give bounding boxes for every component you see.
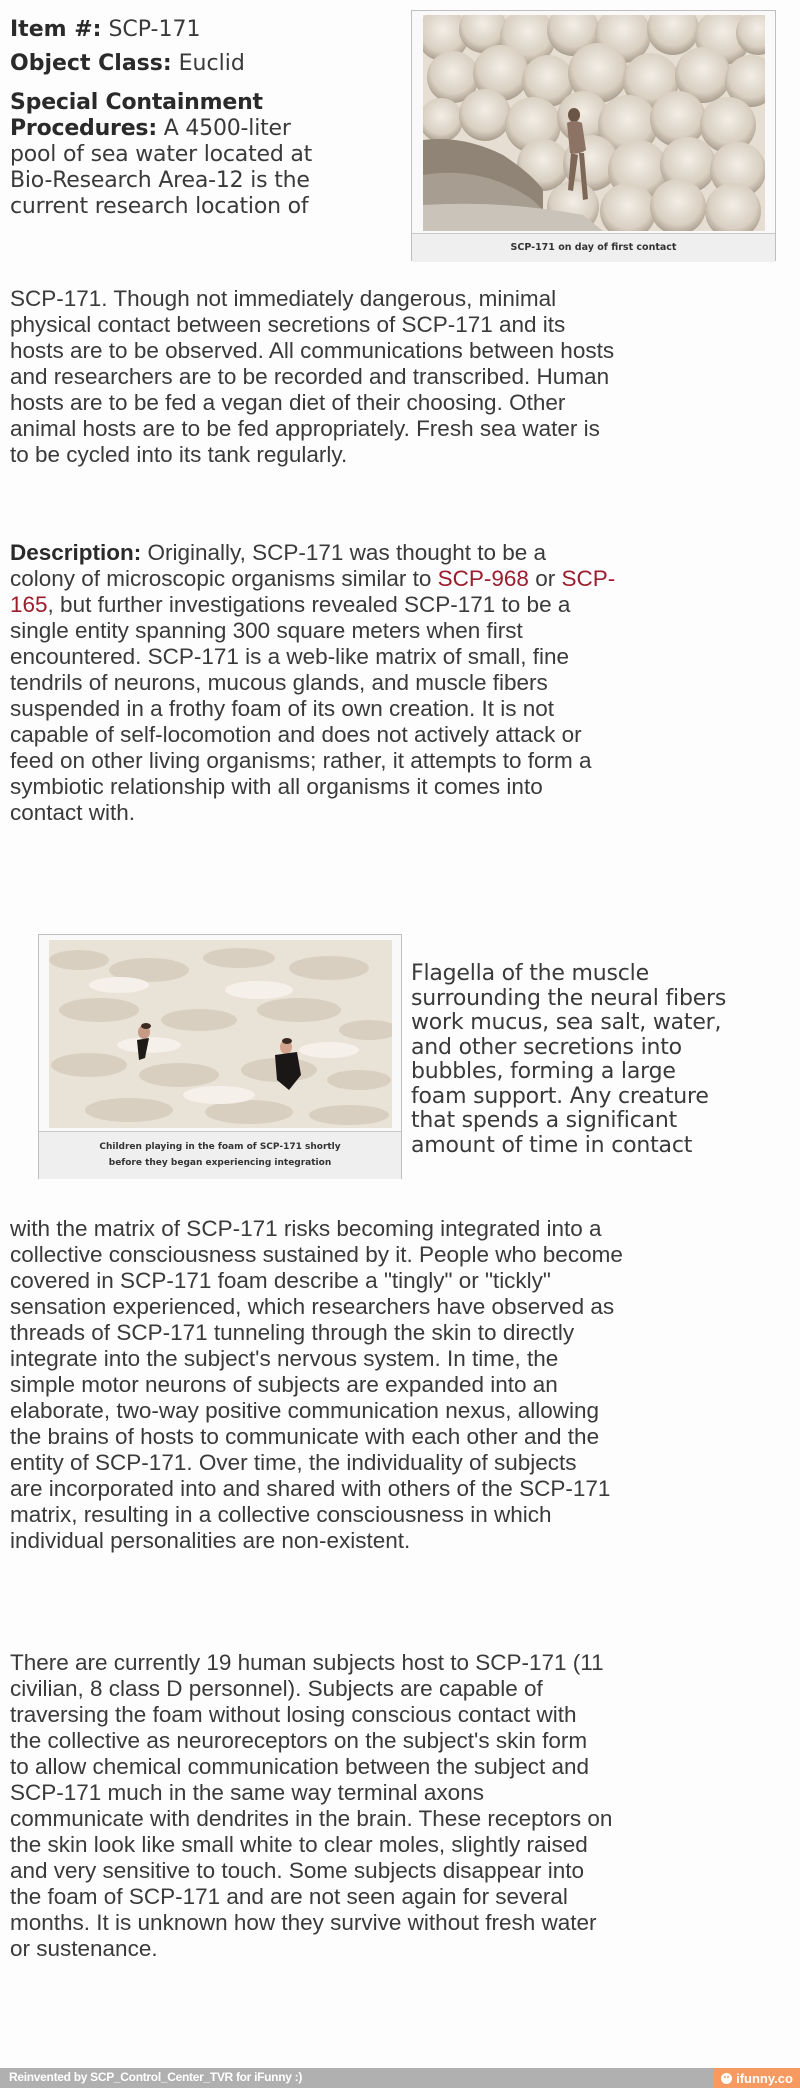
- object-class-value: Euclid: [178, 51, 245, 76]
- ifunny-brand-badge[interactable]: [714, 2068, 800, 2088]
- containment-heading-cont: Procedures:: [10, 116, 157, 141]
- figure-children-in-foam: [38, 934, 402, 1179]
- item-number-label: Item #:: [10, 17, 102, 42]
- link-scp-165[interactable]: SCP-: [561, 566, 616, 591]
- watermark-footer: [0, 2068, 800, 2088]
- containment-procedures: Special Containment Procedures: A 4500-liter pool of sea water located at Bio-Research Area-12 is the current research location of: [10, 90, 313, 219]
- link-scp-968[interactable]: SCP-968: [437, 566, 529, 591]
- figure-first-contact: [411, 10, 776, 261]
- containment-procedures-cont: SCP-171. Though not immediately dangerous, minimal physical contact between secretions of SCP-171 and its hosts are to be observed. All communications between hosts and researchers are to be recorded and transcribed. Human hosts are to be fed a vegan diet of their choosing. Other animal hosts are to be fed appropriately. Fresh sea water is to be cycled into its tank regularly.: [10, 286, 615, 467]
- credit-text: Reinvented by SCP_Control_Center_TVR for iFunny :): [9, 2070, 303, 2084]
- description: Description: Originally, SCP-171 was thought to be a colony of microscopic organisms similar to SCP-968 or SCP- 165, but further investigations revealed SCP-171 to be a single entity spanning 300 square meters when first encountered. SCP-171 is a web-like matrix of small, fine tendrils of neurons, mucous glands, and muscle fibers suspended in a frothy foam of its own creation. It is not capable of self-locomotion and does not actively attack or feed on other living organisms; rather, it attempts to form a symbiotic relationship with all organisms it comes into contact with.: [10, 540, 616, 825]
- foam-photo-children: [49, 940, 392, 1128]
- foam-photo-first-contact: [423, 15, 765, 231]
- item-number: [10, 16, 200, 44]
- object-class: [10, 50, 245, 78]
- description-label: Description:: [10, 540, 142, 565]
- object-class-label: Object Class:: [10, 51, 172, 76]
- figure-caption: SCP-171 on day of first contact: [412, 233, 775, 262]
- brand-label: ifunny.co: [736, 2070, 793, 2086]
- smiley-icon: [721, 2073, 732, 2084]
- flagella-side-text: Flagella of the muscle surrounding the neural fibers work mucus, sea salt, water, and other secretions into bubbles, forming a large foam support. Any creature that spends a significant amount of time in contact: [411, 961, 727, 1158]
- containment-heading: Special Containment: [10, 90, 263, 115]
- subjects-paragraph: There are currently 19 human subjects host to SCP-171 (11 civilian, 8 class D personnel). Subjects are capable of traversing the foam without losing conscious contact with the collective as neuroreceptors on the subject's skin form to allow chemical communication between the subject and SCP-171 much in the same way terminal axons communicate with dendrites in the brain. These receptors on the skin look like small white to clear moles, slightly raised and very sensitive to touch. Some subjects disappear into the foam of SCP-171 and are not seen again for several months. It is unknown how they survive without fresh water or sustenance.: [10, 1650, 613, 1961]
- link-scp-165-cont[interactable]: 165: [10, 592, 48, 617]
- figure-caption: Children playing in the foam of SCP-171 shortly before they began experiencing integration: [39, 1131, 401, 1179]
- integration-paragraph: with the matrix of SCP-171 risks becoming integrated into a collective consciousness sustained by it. People who become covered in SCP-171 foam describe a "tingly" or "tickly" sensation experienced, which researchers have observed as threads of SCP-171 tunneling through the skin to directly integrate into the subject's nervous system. In time, the simple motor neurons of subjects are expanded into an elaborate, two-way positive communication nexus, allowing the brains of hosts to communicate with each other and the entity of SCP-171. Over time, the individuality of subjects are incorporated into and shared with others of the SCP-171 matrix, resulting in a collective consciousness in which individual personalities are non-existent.: [10, 1216, 623, 1553]
- item-number-value: SCP-171: [108, 17, 201, 42]
